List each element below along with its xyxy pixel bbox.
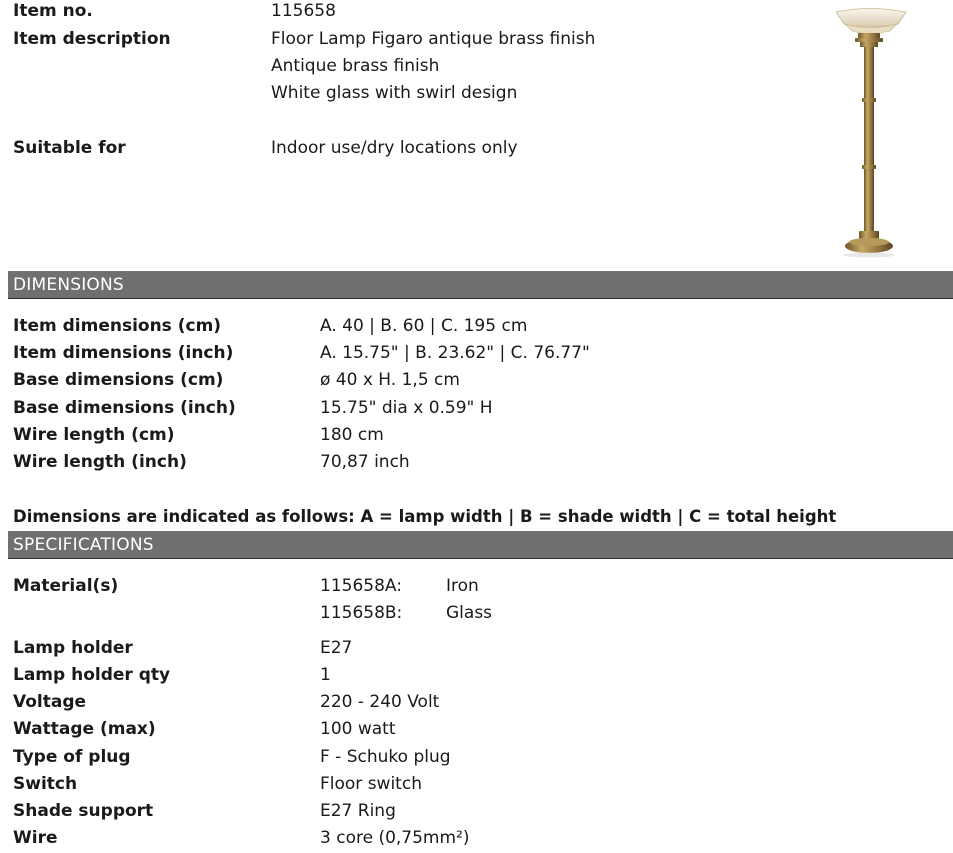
dimension-value: 15.75" dia x 0.59" H (320, 398, 493, 418)
dimension-label: Item dimensions (inch) (13, 343, 234, 363)
specifications-header-bar (8, 531, 953, 559)
dimension-label: Item dimensions (cm) (13, 316, 222, 336)
spec-value: Floor switch (320, 774, 422, 794)
spec-value: F - Schuko plug (320, 747, 451, 767)
material-code: 115658B: (320, 603, 403, 623)
spec-label: Lamp holder (13, 638, 133, 658)
dimension-value: 180 cm (320, 425, 384, 445)
specifications-header: SPECIFICATIONS (13, 535, 154, 555)
floor-lamp-image (826, 3, 912, 258)
materials-label: Material(s) (13, 576, 119, 596)
spec-value: 3 core (0,75mm²) (320, 828, 470, 848)
spec-value: E27 Ring (320, 801, 396, 821)
spec-value: 1 (320, 665, 331, 685)
dimension-label: Wire length (cm) (13, 425, 175, 445)
item-description-line: White glass with swirl design (271, 83, 518, 103)
item-no-value: 115658 (271, 1, 336, 21)
dimensions-note: Dimensions are indicated as follows: A = lamp width | B = shade width | C = total height (13, 507, 837, 526)
dimension-value: A. 15.75" | B. 23.62" | C. 76.77" (320, 343, 590, 363)
spec-label: Switch (13, 774, 78, 794)
dimension-value: 70,87 inch (320, 452, 410, 472)
dimension-value: A. 40 | B. 60 | C. 195 cm (320, 316, 528, 336)
dimensions-header-bar (8, 271, 953, 299)
item-no-label: Item no. (13, 1, 93, 21)
spec-value: 100 watt (320, 719, 396, 739)
spec-label: Wattage (max) (13, 719, 156, 739)
spec-label: Type of plug (13, 747, 131, 767)
spec-value: 220 - 240 Volt (320, 692, 440, 712)
dimension-label: Wire length (inch) (13, 452, 187, 472)
material-name: Glass (446, 603, 493, 623)
spec-label: Voltage (13, 692, 87, 712)
item-description-line: Antique brass finish (271, 56, 440, 76)
dimensions-header: DIMENSIONS (13, 275, 124, 295)
spec-value: E27 (320, 638, 353, 658)
dimension-label: Base dimensions (cm) (13, 370, 224, 390)
item-description-line: Floor Lamp Figaro antique brass finish (271, 29, 596, 49)
suitable-for-value: Indoor use/dry locations only (271, 138, 518, 158)
material-code: 115658A: (320, 576, 402, 596)
spec-label: Lamp holder qty (13, 665, 171, 685)
item-description-label: Item description (13, 29, 171, 49)
spec-label: Shade support (13, 801, 154, 821)
spec-label: Wire (13, 828, 58, 848)
material-name: Iron (446, 576, 479, 596)
dimension-value: ø 40 x H. 1,5 cm (320, 370, 460, 390)
suitable-for-label: Suitable for (13, 138, 126, 158)
dimension-label: Base dimensions (inch) (13, 398, 236, 418)
